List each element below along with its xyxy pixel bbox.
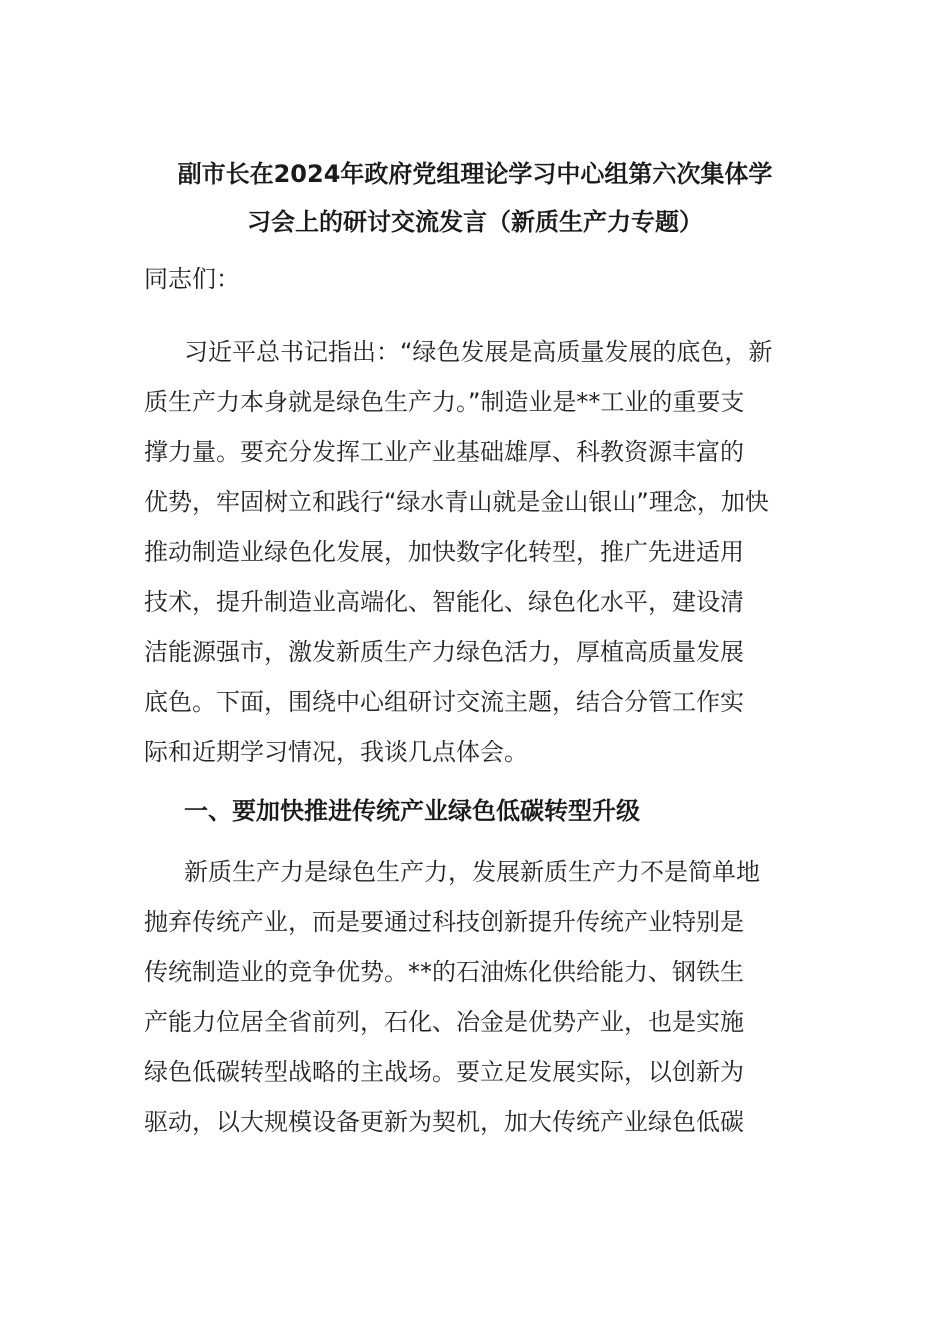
text-line: 抛弃传统产业，而是要通过科技创新提升传统产业特别是 <box>144 908 744 936</box>
text-line: 优势，牢固树立和践行“绿水青山就是金山银山”理念，加快 <box>144 488 769 516</box>
title-line-2: 习会上的研讨交流发言（新质生产力专题） <box>247 208 703 236</box>
document-title <box>144 150 806 246</box>
salutation: 同志们： <box>144 265 240 293</box>
text-line: 洁能源强市，激发新质生产力绿色活力，厚植高质量发展 <box>144 638 744 666</box>
text-line: 质生产力本身就是绿色生产力。”制造业是**工业的重要支 <box>144 388 745 416</box>
text-line: 技术，提升制造业高端化、智能化、绿色化水平，建设清 <box>144 588 744 616</box>
text-line: 传统制造业的竞争优势。**的石油炼化供给能力、钢铁生 <box>144 958 744 986</box>
text-line: 撑力量。要充分发挥工业产业基础雄厚、科教资源丰富的 <box>144 438 744 466</box>
text-line: 驱动，以大规模设备更新为契机，加大传统产业绿色低碳 <box>144 1108 744 1136</box>
section-heading-1: 一、要加快推进传统产业绿色低碳转型升级 <box>184 797 640 825</box>
document-page <box>144 150 806 1147</box>
paragraph-intro <box>144 327 806 777</box>
text-line: 新质生产力是绿色生产力，发展新质生产力不是简单地 <box>184 858 760 886</box>
text-line: 绿色低碳转型战略的主战场。要立足发展实际，以创新为 <box>144 1058 744 1086</box>
text-line: 推动制造业绿色化发展，加快数字化转型，推广先进适用 <box>144 538 744 566</box>
text-line: 习近平总书记指出：“绿色发展是高质量发展的底色，新 <box>184 338 773 366</box>
title-line-1: 副市长在2024年政府党组理论学习中心组第六次集体学 <box>177 160 773 188</box>
paragraph-section-1 <box>144 847 806 1147</box>
text-line: 底色。下面，围绕中心组研讨交流主题，结合分管工作实 <box>144 688 744 716</box>
text-line: 产能力位居全省前列，石化、冶金是优势产业，也是实施 <box>144 1008 744 1036</box>
text-line: 际和近期学习情况，我谈几点体会。 <box>144 738 528 766</box>
